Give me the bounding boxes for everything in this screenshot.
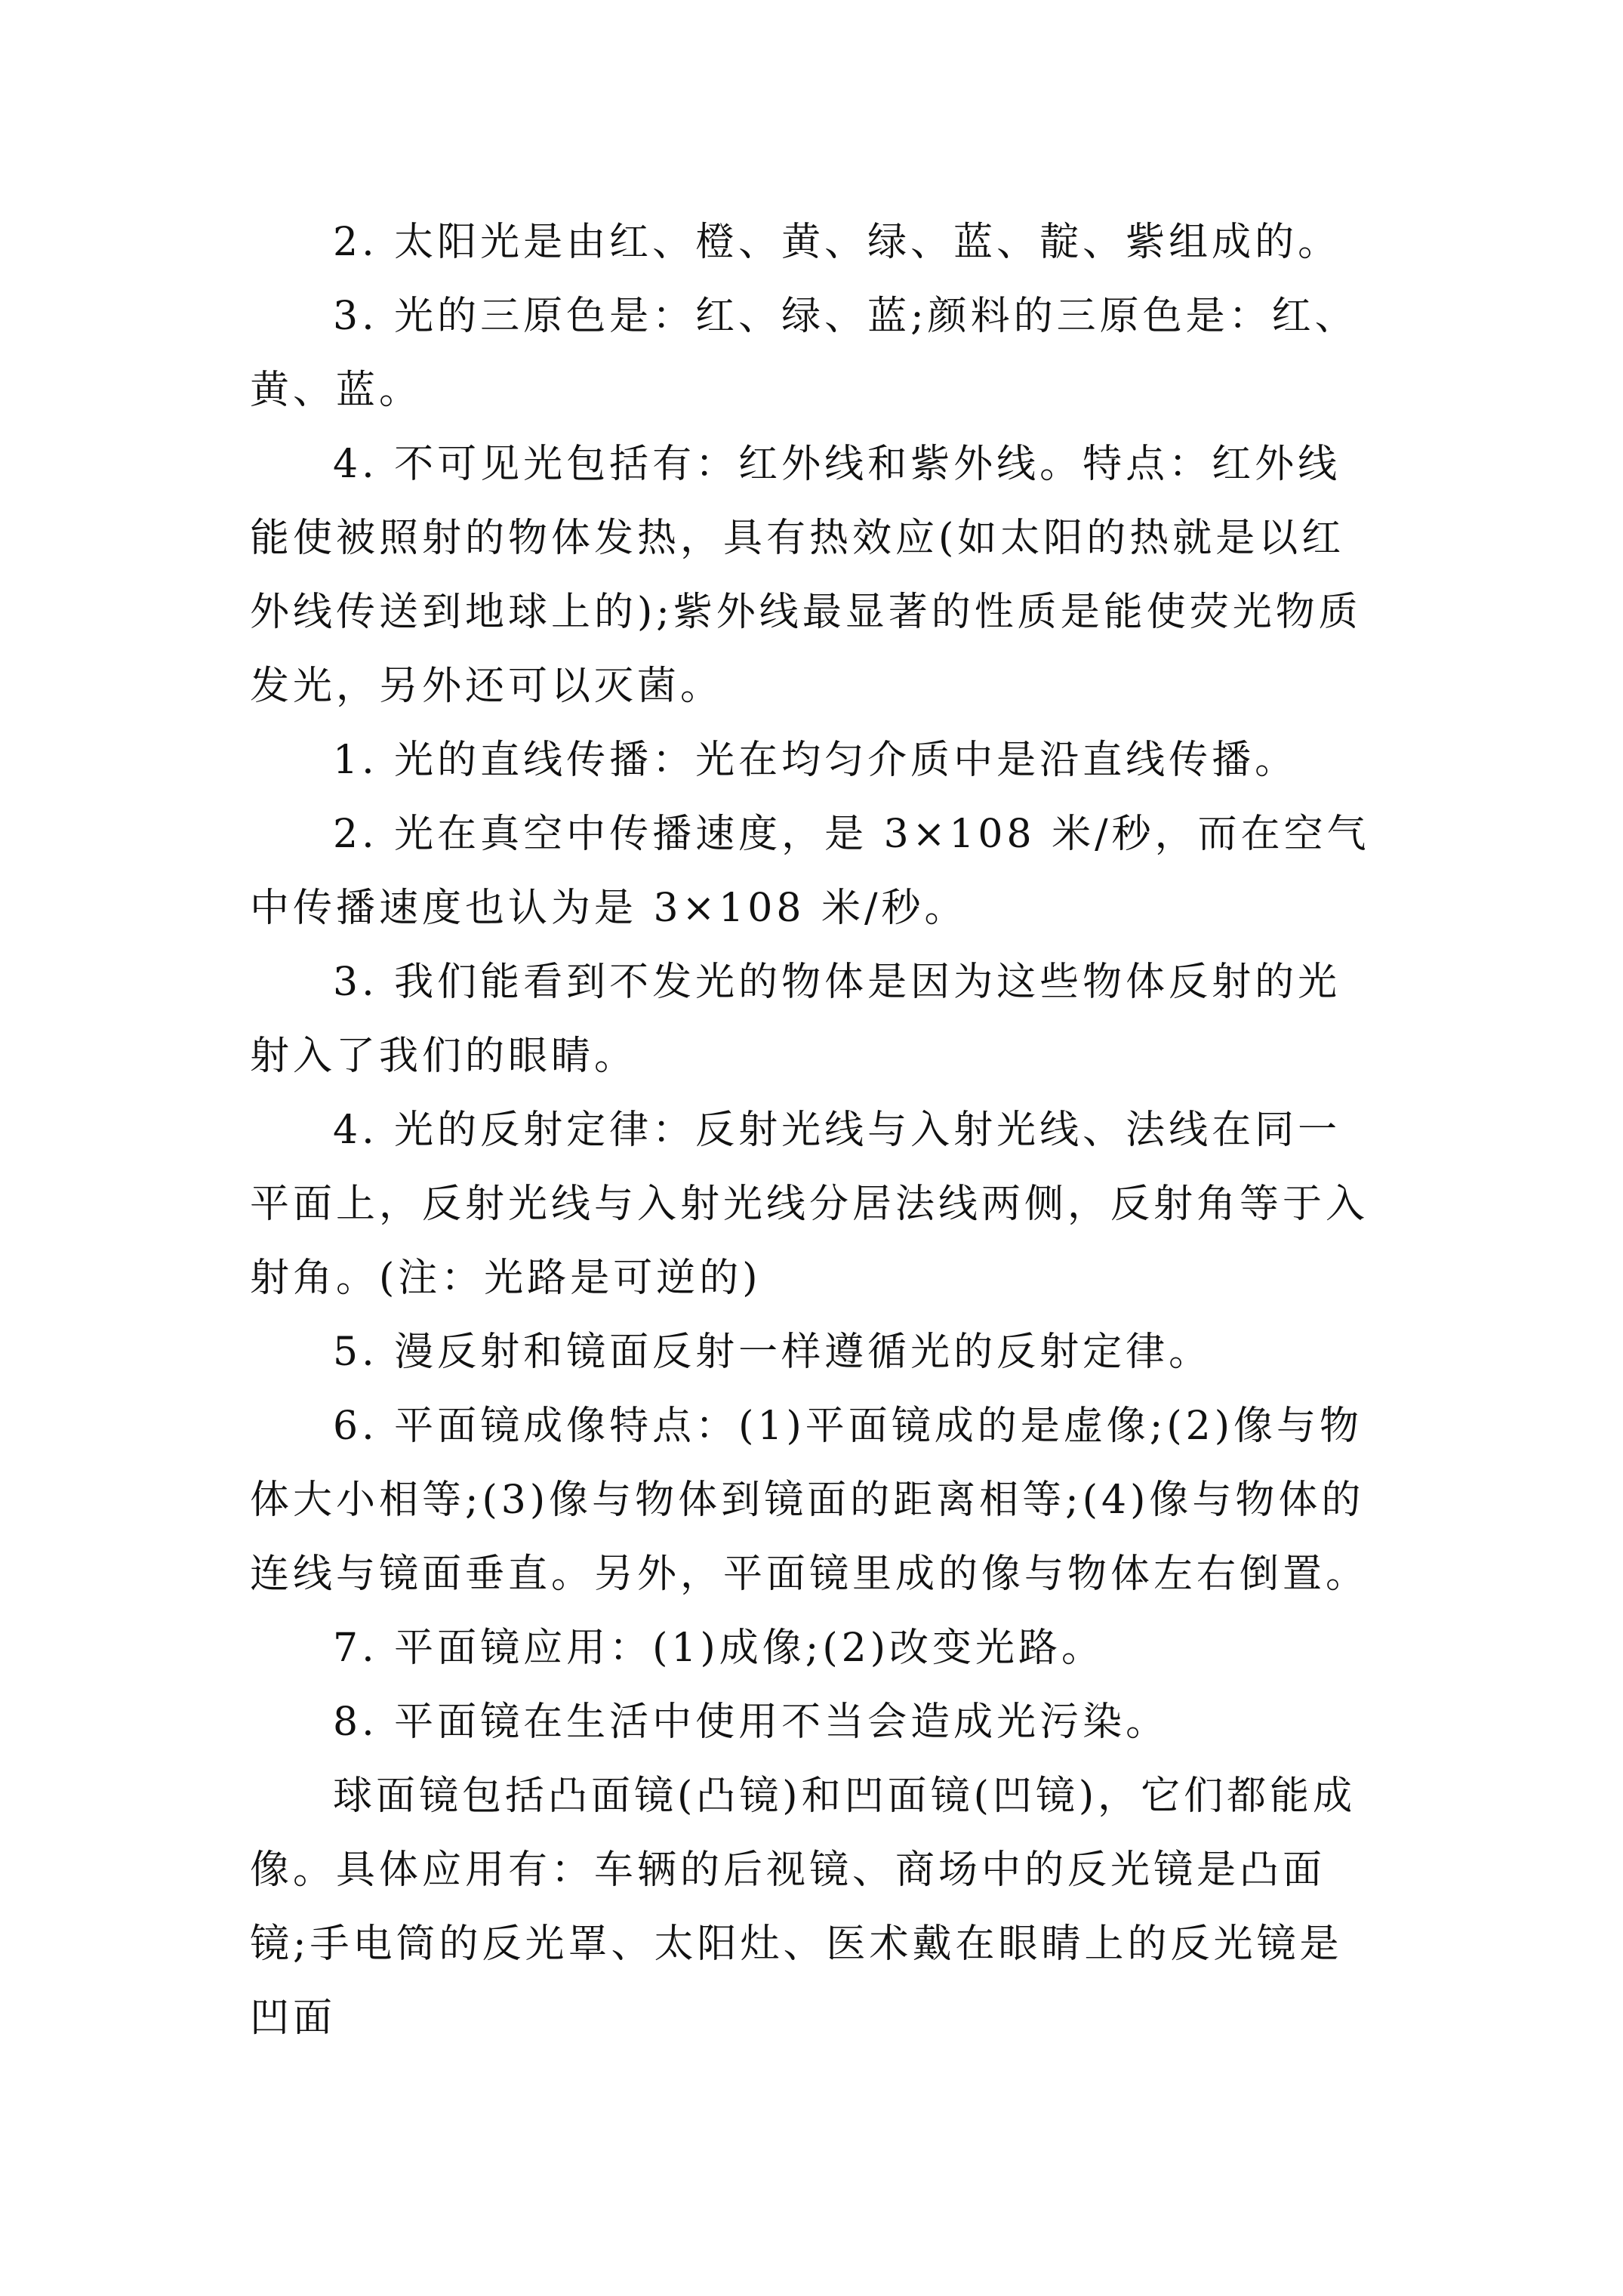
paragraph-plane-mirror-uses: 7. 平面镜应用：(1)成像;(2)改变光路。 [333, 1626, 1104, 1671]
paragraph-invisible-light: 4. 不可见光包括有：红外线和紫外线。特点：红外线能使被照射的物体发热，具有热效应(如太阳的热就是以红外线传送到地球上的);紫外线最显著的性质是能使荧光物质发光，另外还可以灭菌。 [250, 442, 1362, 709]
paragraph-light-pollution: 8. 平面镜在生活中使用不当会造成光污染。 [333, 1700, 1169, 1745]
paragraph-primary-colors: 3. 光的三原色是：红、绿、蓝;颜料的三原色是：红、黄、蓝。 [250, 294, 1358, 413]
paragraph-plane-mirror-features: 6. 平面镜成像特点：(1)平面镜成的是虚像;(2)像与物体大小相等;(3)像与物体到镜面的距离相等;(4)像与物体的连线与镜面垂直。另外，平面镜里成的像与物体左右倒置。 [250, 1404, 1369, 1597]
paragraph-linear-propagation: 1. 光的直线传播：光在均匀介质中是沿直线传播。 [333, 738, 1298, 783]
paragraph-reflection-law: 4. 光的反射定律：反射光线与入射光线、法线在同一平面上，反射光线与入射光线分居法线两侧，反射角等于入射角。(注：光路是可逆的) [250, 1108, 1369, 1301]
paragraph-light-speed: 2. 光在真空中传播速度，是 3×108 米/秒，而在空气中传播速度也认为是 3×108 米/秒。 [250, 812, 1370, 931]
document-body [250, 205, 1382, 2055]
paragraph-seeing-objects: 3. 我们能看到不发光的物体是因为这些物体反射的光射入了我们的眼睛。 [250, 960, 1341, 1079]
paragraph-spherical-mirrors: 球面镜包括凸面镜(凸镜)和凹面镜(凹镜)，它们都能成像。具体应用有：车辆的后视镜、商场中的反光镜是凸面镜;手电筒的反光罩、太阳灶、医术戴在眼睛上的反光镜是凹面 [250, 1774, 1357, 2041]
paragraph-sunlight-colors: 2. 太阳光是由红、橙、黄、绿、蓝、靛、紫组成的。 [333, 220, 1341, 265]
paragraph-diffuse-reflection: 5. 漫反射和镜面反射一样遵循光的反射定律。 [333, 1330, 1212, 1375]
